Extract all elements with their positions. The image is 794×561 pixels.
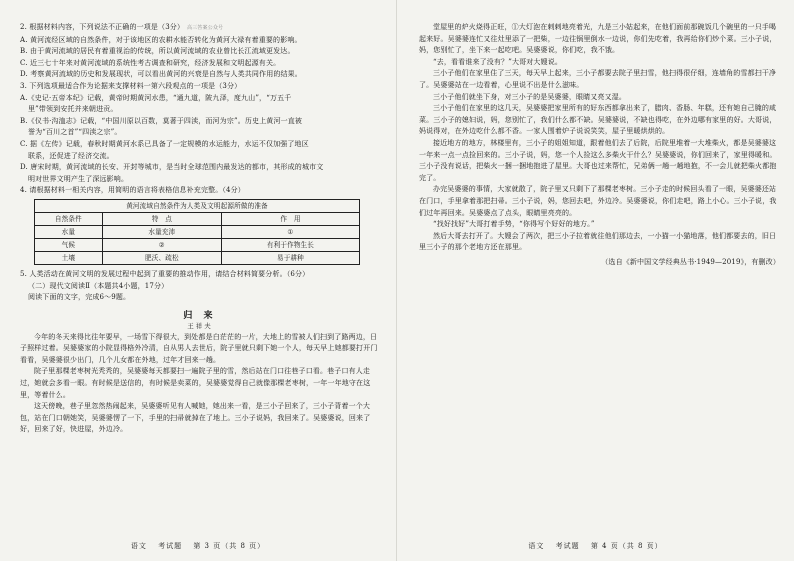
q2-option-b: B. 由于黄河流域的居民有着重视治的传统，所以黄河流域的农业曾比长江流域更发达。 xyxy=(20,47,295,56)
story-continued xyxy=(419,22,780,268)
q2-option-a: A. 黄河流经区域的自然条件，对于该地区的农耕水能否转化为黄河大禄有着重要的影响。 xyxy=(20,35,302,44)
story-paragraph: 今年的冬天来得比往年要早，一场雪下得很大，到处都是白茫茫的一片，大地上的雪被人们扫到了路两边，日子照样过着。吴婆婆家的小院显得格外冷清，自从男人去世后，院子里就只剩下她一个人，每天早上她都要打开门看看，吴婆婆很少出门，几个儿女都在外地，过年才回来一趟。 xyxy=(20,332,378,364)
table-cell: 易于耕种 xyxy=(221,251,359,264)
q3-option-c-line1: C. 据《左传》记载，春秋时期黄河水系已具备了一定规模的水运能力，水运不仅加强了地区 xyxy=(20,139,309,148)
story-source: （选自《新中国文学经典丛书·1949—2019》，有删改） xyxy=(601,257,780,266)
table-cell: 土壤 xyxy=(35,251,103,264)
table-row xyxy=(35,238,360,251)
story-paragraph: 然后大哥去打开了。大嫂会了两次，把三小子拉着就往他们那边去，一小猫一小猫地落，他们都要去的，旧日里三小子的那个老地方还在那里。 xyxy=(419,231,777,252)
story-paragraph: 办完吴婆婆的事情，大家就散了，院子里又只剩下了那棵老枣树。三小子走的时候回头看了一眼，吴婆婆还站在门口，手里拿着那把扫帚。三小子说，妈，您回去吧，外边冷。吴婆婆说，你们走吧，路上小心。三小子说，我们过年再回来。吴婆婆点了点头，眼睛里亮亮的。 xyxy=(419,185,777,217)
q2-option-d: D. 考察黄河流域的历史和发展现状，可以看出黄河的兴衰是自然与人类共同作用的结果。 xyxy=(20,70,302,79)
table-header: 自然条件 xyxy=(35,212,103,225)
story-body xyxy=(20,332,380,436)
footer-page-number: 第 3 页（共 8 页） xyxy=(193,542,266,550)
table-header: 特 点 xyxy=(102,212,221,225)
story-paragraph: 三小子他们就坐下身，对三小子的是吴婆婆，眼睛又亮又湿。 xyxy=(433,92,627,101)
q2-stem: 2. 根据材料内容，下列说法不正确的一项是（3分） xyxy=(20,23,185,31)
q3-option-c-line2: 联系，还促进了经济交流。 xyxy=(28,151,114,160)
story-paragraph: 三小子他们在家里的这几天，吴婆婆把家里所有的好东西都拿出来了，腊肉、香肠、年糕，还有她自己腌的咸菜。三小子的媳妇说，妈，您别忙了，我们什么都不缺。吴婆婆说，不缺也得吃，在外边哪有家里的好。大哥说，妈说得对，在外边吃什么都不香。一家人围着炉子说说笑笑，屋子里暖烘烘的。 xyxy=(419,104,777,136)
story-author: 王祥夫 xyxy=(187,321,213,330)
table-header: 作 用 xyxy=(221,212,359,225)
table-caption: 黄河流域自然条件为人类及文明起源所做的准备 xyxy=(35,199,360,212)
story-paragraph: 院子里那棵老枣树光秃秃的，吴婆婆每天都要扫一遍院子里的雪，然后站在门口往巷子口看。巷子口有人走过，她就会多看一眼。有时候是送信的，有时候是卖菜的，吴婆婆觉得自己就像那棵老枣树，一年一年地守在这里，等着什么。 xyxy=(20,367,371,399)
natural-conditions-table xyxy=(34,199,360,265)
right-exam-page xyxy=(397,0,794,561)
q3-option-b-line2: 誉为“百川之首”“四渎之宗”。 xyxy=(28,128,122,137)
footer-exam: 考试题 xyxy=(555,542,580,550)
q5-stem: 5. 人类活动在黄河文明的发展过程中起到了重要的推动作用，请结合材料简要分析。（6分） xyxy=(20,269,310,278)
question-2 xyxy=(20,22,380,81)
section-heading: （二）现代文阅读Ⅱ（本题共4小题，17分） xyxy=(28,281,169,290)
footer-subject: 语文 xyxy=(528,542,545,550)
footer-exam: 考试题 xyxy=(158,542,183,550)
question-5 xyxy=(20,269,380,304)
question-4 xyxy=(20,185,380,265)
q3-option-a-line2: 里”带领到安托并来朝进贡。 xyxy=(28,105,118,114)
q3-option-d-line2: 明对世界文明产生了深远影响。 xyxy=(28,174,129,183)
section-instruction: 阅读下面的文字，完成6～9题。 xyxy=(28,293,131,302)
table-cell: 有利于作物生长 xyxy=(221,238,359,251)
table-cell: ② xyxy=(102,238,221,251)
table-cell: 气候 xyxy=(35,238,103,251)
table-cell: ① xyxy=(221,225,359,238)
table-cell: 水量 xyxy=(35,225,103,238)
story-paragraph: 接近地方的地方，林楼里有，三小子的姐姐知道，跟着他们去了后院，后院里堆着一大堆柴火，都是吴婆婆这一年来一点一点捡回来的。三小子说，妈，您一个人捡这么多柴火干什么？吴婆婆说，你们回来了，家里得暖和。三小子没有说话，把柴火一捆一捆地抱进了屋里。大哥也过来帮忙，兄弟俩一趟一趟地抱，不一会儿就把柴火都抱完了。 xyxy=(419,138,777,182)
story-paragraph: 三小子他们在家里住了三天，每天早上起来，三小子都要去院子里扫雪，他扫得很仔细，连墙角的雪都扫干净了。吴婆婆站在一边看着，心里说不出是什么滋味。 xyxy=(419,69,777,89)
page-footer-left xyxy=(0,541,396,551)
story-title: 归 来 xyxy=(183,310,217,321)
story-paragraph: “去，看看谁来了没有？”大哥对大嫂说。 xyxy=(433,57,563,66)
q3-option-a-line1: A.《史记·五帝本纪》记载，黄帝时期黄河水患，“通九道，陂九泽，度九山”，“万五千 xyxy=(20,93,292,102)
q3-option-d-line1: D. 唐宋时期，黄河流域的长安、开封等城市，是当时全球范围内最发达的都市，其形成的城市文 xyxy=(20,163,324,172)
table-row xyxy=(35,251,360,264)
table-cell: 水量充沛 xyxy=(102,225,221,238)
question-3 xyxy=(20,81,380,185)
table-row xyxy=(35,225,360,238)
table-cell: 肥沃、疏松 xyxy=(102,251,221,264)
page-footer-right xyxy=(397,541,794,551)
story-paragraph: 堂屋里的炉火烧得正旺，①大灯泡在刺刺地亮着光，九是三小姑起来，在他们面前那碗饭几个碗里的一只手喝起来好。吴婆婆连忙又往灶里添了一把柴，一边往锅里倒水一边说，你们先吃着，我再给你们炒个菜。三小子说，妈，您别忙了，坐下来一起吃吧。吴婆婆说，你们吃，我不饿。 xyxy=(419,23,777,55)
footer-subject: 语文 xyxy=(130,542,147,550)
q2-option-c: C. 近三七十年来对黄河流域的系统性考古调查和研究，经济发展和文明起源有关。 xyxy=(20,58,281,67)
footer-page-number: 第 4 页（共 8 页） xyxy=(590,542,663,550)
watermark-text: 高三答案公众号 xyxy=(187,25,224,31)
q4-stem: 4. 请根据材料一相关内容，用简明的语言将表格信息补充完整。（4分） xyxy=(20,186,245,195)
story-paragraph: 这天傍晚，巷子里忽然热闹起来，吴婆婆听见有人喊她，她出来一看，是三小子回来了，三小子背着一个大包，站在门口朝她笑，吴婆婆愣了一下，手里的扫帚就掉在了地上。三小子说妈，我回来了。吴婆婆说，回来了好，回来了好，快进屋，外边冷。 xyxy=(20,402,371,434)
q3-option-b-line1: B.《仪书·沟洫志》记载，“中国川原以百数，莫著于四渎，而河为宗”。历史上黄河一直被 xyxy=(20,116,303,125)
story-paragraph: “找好找好”大哥打着手势，“你得写个好好的地方。” xyxy=(433,220,595,229)
q3-stem: 3. 下列选项最适合作为论据来支撑材料一第六段观点的一项是（3分） xyxy=(20,81,242,90)
